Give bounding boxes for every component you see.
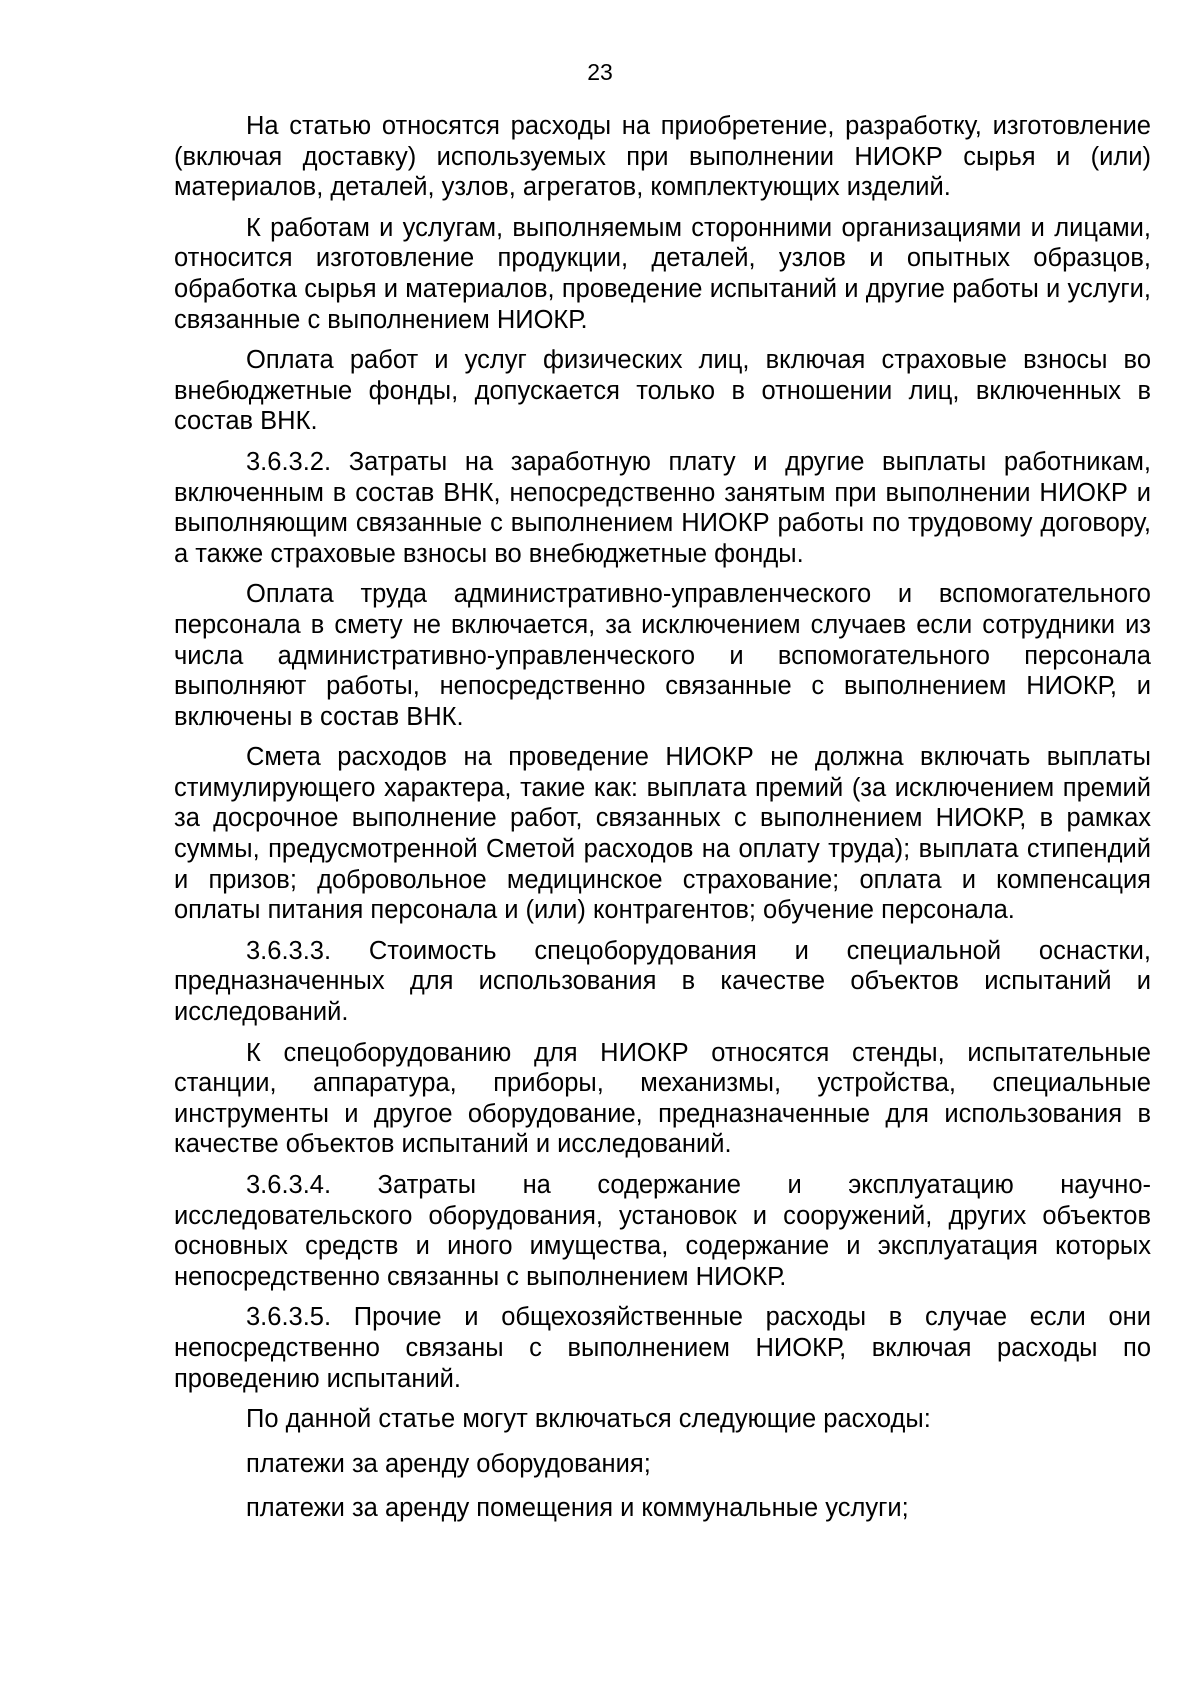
- paragraph-expenses-intro: По данной статье могут включаться следующие расходы:: [246, 1405, 931, 1434]
- paragraph-section-3-6-3-5: 3.6.3.5. Прочие и общехозяйственные расходы в случае если они непосредственно связаны с выполнением НИОКР, включая расходы по проведению испытаний.: [174, 1303, 1151, 1393]
- page-number: 23: [587, 59, 613, 85]
- paragraph-administrative-staff: Оплата труда административно-управленческого и вспомогательного персонала в смету не включается, за исключением случаев если сотрудники из числа административно-управленческого и вспомогательного персонала выполняют работы, непосредственно связанные с выполнением НИОКР, и включены в состав ВНК.: [174, 580, 1151, 731]
- document-body: [174, 111, 1151, 1538]
- paragraph-special-equipment: К спецоборудованию для НИОКР относятся стенды, испытательные станции, аппаратура, приборы, механизмы, устройства, специальные инструменты и другое оборудование, предназначенные для использования в качестве объектов испытаний и исследований.: [174, 1038, 1151, 1159]
- list-item-premises-rent: платежи за аренду помещения и коммунальные услуги;: [246, 1494, 909, 1523]
- paragraph-individuals-payment: Оплата работ и услуг физических лиц, включая страховые взносы во внебюджетные фонды, допускается только в отношении лиц, включенных в состав ВНК.: [174, 346, 1151, 436]
- paragraph-third-party-works: К работам и услугам, выполняемым сторонними организациями и лицами, относится изготовление продукции, деталей, узлов и опытных образцов, обработка сырья и материалов, проведение испытаний и другие работы и услуги, связанные с выполнением НИОКР.: [174, 213, 1151, 334]
- list-item-equipment-rent: платежи за аренду оборудования;: [246, 1449, 651, 1478]
- paragraph-section-3-6-3-3: 3.6.3.3. Стоимость спецоборудования и специальной оснастки, предназначенных для использования в качестве объектов испытаний и исследований.: [174, 936, 1151, 1027]
- paragraph-section-3-6-3-4: 3.6.3.4. Затраты на содержание и эксплуатацию научно-исследовательского оборудования, установок и сооружений, других объектов основных средств и иного имущества, содержание и эксплуатация которых непосредственно связанны с выполнением НИОКР.: [174, 1171, 1151, 1291]
- paragraph-section-3-6-3-2: 3.6.3.2. Затраты на заработную плату и другие выплаты работникам, включенным в состав ВНК, непосредственно занятым при выполнении НИОКР и выполняющим связанные с выполнением НИОКР работы по трудовому договору, а также страховые взносы во внебюджетные фонды.: [174, 447, 1151, 568]
- paragraph-incentive-payments: Смета расходов на проведение НИОКР не должна включать выплаты стимулирующего характера, такие как: выплата премий (за исключением премий за досрочное выполнение работ, связанных с выполнением НИОКР, в рамках суммы, предусмотренной Сметой расходов на оплату труда); выплата стипендий и призов; добровольное медицинское страхование; оплата и компенсация оплаты питания персонала и (или) контрагентов; обучение персонала.: [174, 743, 1151, 925]
- paragraph-materials-article: На статью относятся расходы на приобретение, разработку, изготовление (включая доставку) используемых при выполнении НИОКР сырья и (или) материалов, деталей, узлов, агрегатов, комплектующих изделий.: [174, 112, 1151, 202]
